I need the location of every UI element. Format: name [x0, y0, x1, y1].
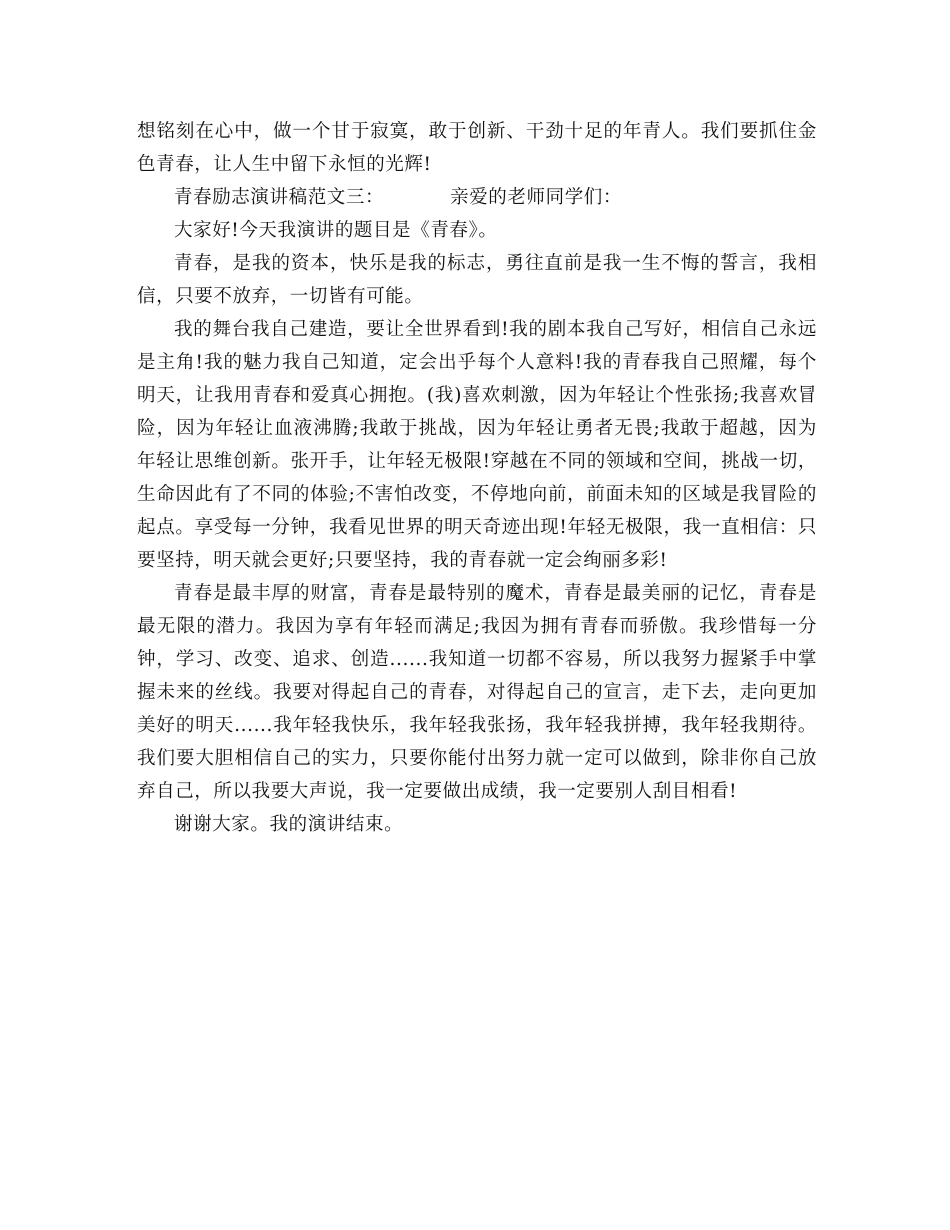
paragraph-opening: 大家好!今天我演讲的题目是《青春》。	[174, 220, 498, 241]
speech-greeting: 亲爱的老师同学们：	[450, 187, 623, 208]
section-title: 青春励志演讲稿范文三：	[174, 187, 385, 208]
paragraph-closing: 谢谢大家。我的演讲结束。	[174, 814, 404, 835]
document-body	[137, 115, 817, 841]
paragraph-section-heading	[137, 181, 817, 214]
paragraph-body: 我的舞台我自己建造，要让全世界看到!我的剧本我自己写好，相信自己永远是主角!我的魅力我自己知道，定会出乎每个人意料!我的青春我自己照耀，每个明天，让我用青春和爱真心拥抱。(我)喜欢刺激，因为年轻让个性张扬;我喜欢冒险，因为年轻让血液沸腾;我敢于挑战，因为年轻让勇者无畏;我敢于超越，因为年轻让思维创新。张开手，让年轻无极限!穿越在不同的领域和空间，挑战一切，生命因此有了不同的体验;不害怕改变，不停地向前，前面未知的区域是我冒险的起点。享受每一分钟，我看见世界的明天奇迹出现!年轻无极限，我一直相信：只要坚持，明天就会更好;只要坚持，我的青春就一定会绚丽多彩!	[137, 319, 817, 571]
paragraph-continuation: 想铭刻在心中，做一个甘于寂寞，敢于创新、干劲十足的年青人。我们要抓住金色青春，让人生中留下永恒的光辉!	[137, 121, 817, 175]
paragraph-body: 青春是最丰厚的财富，青春是最特别的魔术，青春是最美丽的记忆，青春是最无限的潜力。我因为享有年轻而满足;我因为拥有青春而骄傲。我珍惜每一分钟，学习、改变、追求、创造......我知道一切都不容易，所以我努力握紧手中掌握未来的丝线。我要对得起自己的青春，对得起自己的宣言，走下去，走向更加美好的明天......我年轻我快乐，我年轻我张扬，我年轻我拼搏，我年轻我期待。我们要大胆相信自己的实力，只要你能付出努力就一定可以做到，除非你自己放弃自己，所以我要大声说，我一定要做出成绩，我一定要别人刮目相看!	[137, 583, 817, 802]
paragraph-body: 青春，是我的资本，快乐是我的标志，勇往直前是我一生不悔的誓言，我相信，只要不放弃，一切皆有可能。	[137, 253, 817, 307]
